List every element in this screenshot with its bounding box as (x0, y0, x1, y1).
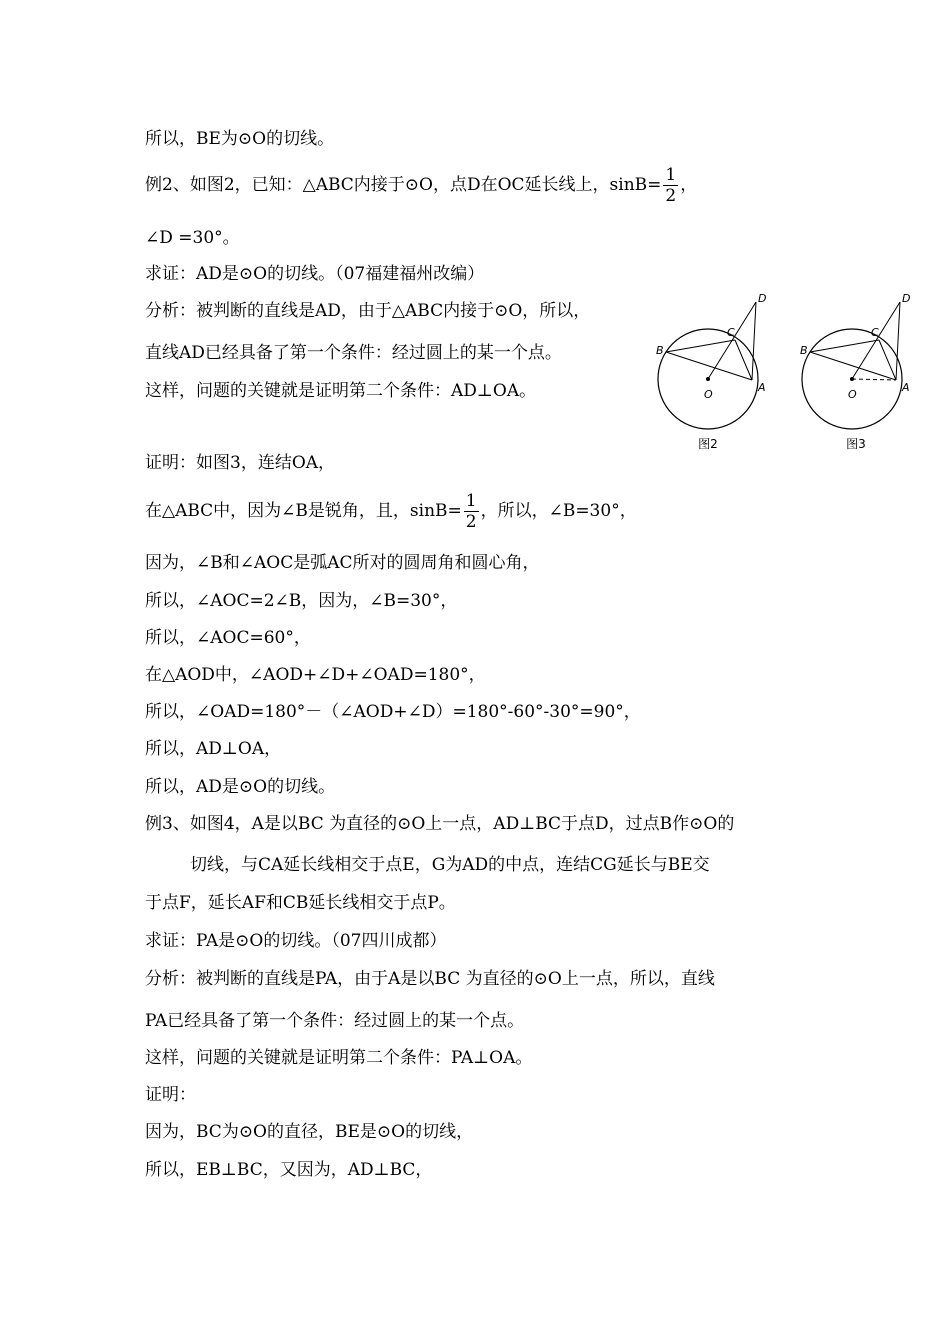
line-text: ， (680, 175, 698, 195)
label-b: B (800, 344, 808, 357)
fraction-one-half (464, 491, 479, 532)
label-o: O (848, 388, 857, 401)
line-text: 直线AD已经具备了第一个条件：经过圆上的某一个点。 (145, 343, 562, 363)
text-line-4 (145, 263, 484, 285)
text-line-12 (145, 627, 311, 649)
line-text: PA已经具备了第一个条件：经过圆上的某一个点。 (145, 1011, 525, 1031)
line-text: 在△AOD中，∠AOD+∠D+∠OAD=180°， (145, 665, 486, 685)
text-line-8 (145, 452, 335, 474)
figure-2 (656, 292, 766, 451)
line-text: 所以，AD是⊙O的切线。 (145, 777, 336, 797)
label-c: C (871, 326, 879, 339)
segment-oa-dashed (852, 379, 896, 380)
line-text: 证明：如图3，连结OA， (145, 453, 336, 473)
fraction-denominator: 2 (465, 512, 477, 532)
fraction-denominator: 2 (665, 186, 677, 206)
segment-ad (896, 302, 900, 380)
segment-ba (810, 352, 896, 380)
text-line-26 (145, 1159, 432, 1181)
line-text: 分析：被判断的直线是PA，由于A是以BC 为直径的⊙O上一点，所以，直线 (145, 969, 715, 989)
segment-bc (666, 340, 735, 352)
line-text: 这样，问题的关键就是证明第二个条件：PA⊥OA。 (145, 1048, 533, 1068)
text-line-2 (145, 162, 697, 208)
text-line-13 (145, 664, 486, 686)
line-text: 求证：AD是⊙O的切线。（07福建福州改编） (145, 264, 485, 284)
line-text: 所以，∠OAD=180°－（∠AOD+∠D）=180°-60°-30°=90°， (145, 702, 641, 722)
text-line-1 (145, 128, 334, 150)
line-text: 所以，BE为⊙O的切线。 (145, 129, 335, 149)
label-o: O (704, 388, 713, 401)
geometry-figures (648, 290, 920, 456)
fraction-one-half (663, 165, 678, 206)
text-line-16 (145, 776, 335, 798)
segment-ca (879, 340, 896, 380)
segment-ba (666, 352, 752, 380)
text-line-25 (145, 1121, 473, 1143)
line-text: ∠D =30°。 (145, 228, 240, 248)
text-line-6 (145, 342, 562, 364)
line-text: 所以，∠AOC=2∠B，因为，∠B=30°， (145, 591, 458, 611)
text-line-18 (190, 854, 710, 876)
line-text: 这样，问题的关键就是证明第二个条件：AD⊥OA。 (145, 381, 537, 401)
line-text: 所以，∠AOC=60°， (145, 628, 311, 648)
text-line-7 (145, 380, 536, 402)
line-text: 例2、如图2，已知：△ABC内接于⊙O，点D在OC延长线上，sinB= (145, 175, 662, 195)
figure-3-caption: 图3 (846, 437, 866, 451)
segment-bc (810, 340, 879, 352)
text-line-15 (145, 738, 281, 760)
text-line-19 (145, 892, 456, 914)
label-c: C (727, 326, 735, 339)
text-line-21 (145, 968, 715, 990)
text-line-5 (145, 300, 590, 322)
label-d: D (758, 292, 767, 305)
text-line-9 (145, 488, 637, 534)
fraction-numerator: 1 (465, 491, 477, 511)
text-line-10 (145, 552, 540, 574)
figure-2-caption: 图2 (698, 437, 718, 451)
line-text: 因为，BC为⊙O的直径，BE是⊙O的切线， (145, 1122, 474, 1142)
segment-od (852, 302, 900, 379)
fraction-numerator: 1 (665, 165, 677, 185)
segment-ca (735, 340, 752, 380)
line-text: ，所以，∠B=30°， (480, 501, 637, 521)
text-line-22 (145, 1010, 524, 1032)
figure-3 (800, 292, 910, 451)
line-text: 求证：PA是⊙O的切线。（07四川成都） (145, 931, 447, 951)
segment-od (708, 302, 756, 379)
line-text: 分析：被判断的直线是AD，由于△ABC内接于⊙O，所以， (145, 301, 591, 321)
line-text: 在△ABC中，因为∠B是锐角，且，sinB= (145, 501, 462, 521)
line-text: 例3、如图4，A是以BC 为直径的⊙O上一点，AD⊥BC于点D，过点B作⊙O的 (145, 814, 735, 834)
line-text: 证明： (145, 1085, 196, 1105)
line-text: 因为，∠B和∠AOC是弧AC所对的圆周角和圆心角， (145, 553, 540, 573)
line-text: 所以，AD⊥OA， (145, 739, 282, 759)
text-line-23 (145, 1047, 532, 1069)
label-d: D (902, 292, 911, 305)
line-text: 切线，与CA延长线相交于点E，G为AD的中点，连结CG延长与BE交 (190, 855, 710, 875)
label-a: A (902, 381, 910, 394)
text-line-24 (145, 1084, 196, 1106)
label-a: A (758, 381, 766, 394)
text-line-14 (145, 701, 641, 723)
text-line-11 (145, 590, 457, 612)
text-line-3 (145, 227, 240, 249)
line-text: 于点F，延长AF和CB延长线相交于点P。 (145, 893, 456, 913)
label-b: B (656, 344, 664, 357)
segment-ad (752, 302, 756, 380)
text-line-20 (145, 930, 446, 952)
text-line-17 (145, 813, 734, 835)
line-text: 所以，EB⊥BC，又因为，AD⊥BC， (145, 1160, 433, 1180)
